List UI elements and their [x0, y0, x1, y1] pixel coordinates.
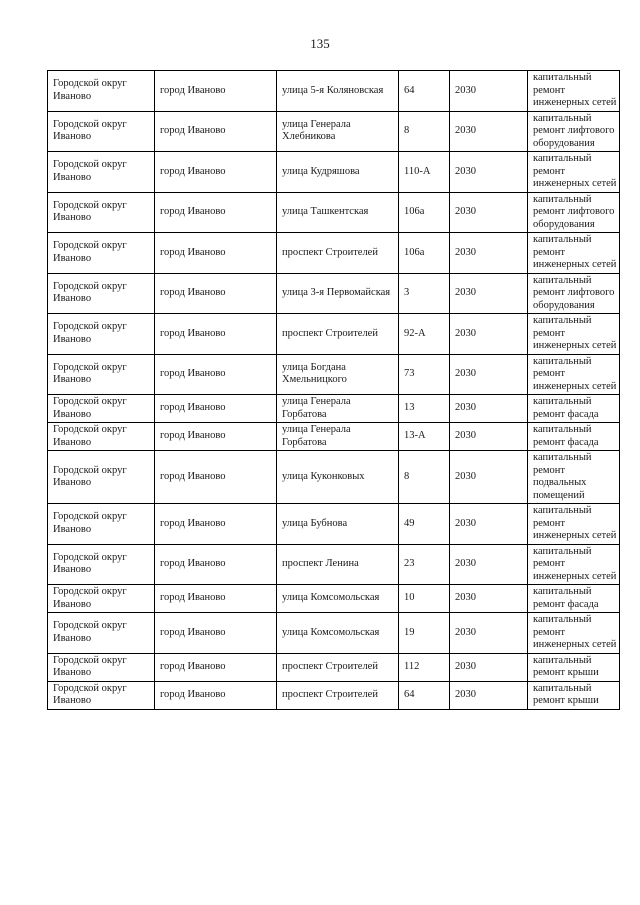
- cell-house-number: 106а: [399, 233, 450, 274]
- cell-house-number: 8: [399, 111, 450, 152]
- cell-district: Городской округ Иваново: [48, 423, 155, 451]
- table-row: [48, 71, 620, 112]
- cell-repair-type: капитальный ремонт лифтового оборудования: [528, 192, 620, 233]
- cell-district: Городской округ Иваново: [48, 273, 155, 314]
- cell-year: 2030: [450, 653, 528, 681]
- cell-year: 2030: [450, 451, 528, 504]
- table-body: [48, 71, 620, 710]
- cell-street: проспект Строителей: [277, 681, 399, 709]
- cell-house-number: 110-А: [399, 152, 450, 193]
- cell-city: город Иваново: [155, 451, 277, 504]
- repair-schedule-table: [47, 70, 620, 710]
- table-row: [48, 681, 620, 709]
- cell-street: улица Генерала Хлебникова: [277, 111, 399, 152]
- cell-city: город Иваново: [155, 395, 277, 423]
- cell-house-number: 49: [399, 504, 450, 545]
- cell-repair-type: капитальный ремонт инженерных сетей: [528, 544, 620, 585]
- cell-street: улица Комсомольская: [277, 585, 399, 613]
- cell-house-number: 64: [399, 71, 450, 112]
- cell-house-number: 106а: [399, 192, 450, 233]
- cell-district: Городской округ Иваново: [48, 395, 155, 423]
- cell-street: улица Генерала Горбатова: [277, 395, 399, 423]
- cell-street: улица Кудряшова: [277, 152, 399, 193]
- cell-repair-type: капитальный ремонт крыши: [528, 653, 620, 681]
- cell-street: улица Богдана Хмельницкого: [277, 354, 399, 395]
- cell-year: 2030: [450, 544, 528, 585]
- cell-repair-type: капитальный ремонт инженерных сетей: [528, 152, 620, 193]
- cell-year: 2030: [450, 613, 528, 654]
- cell-year: 2030: [450, 192, 528, 233]
- table-row: [48, 273, 620, 314]
- cell-district: Городской округ Иваново: [48, 192, 155, 233]
- cell-year: 2030: [450, 395, 528, 423]
- cell-year: 2030: [450, 585, 528, 613]
- cell-district: Городской округ Иваново: [48, 504, 155, 545]
- cell-repair-type: капитальный ремонт инженерных сетей: [528, 504, 620, 545]
- cell-street: улица 3-я Первомайская: [277, 273, 399, 314]
- cell-house-number: 3: [399, 273, 450, 314]
- table-row: [48, 314, 620, 355]
- cell-year: 2030: [450, 233, 528, 274]
- cell-street: улица Ташкентская: [277, 192, 399, 233]
- cell-city: город Иваново: [155, 423, 277, 451]
- cell-district: Городской округ Иваново: [48, 451, 155, 504]
- table-row: [48, 111, 620, 152]
- cell-street: проспект Строителей: [277, 653, 399, 681]
- cell-city: город Иваново: [155, 544, 277, 585]
- cell-repair-type: капитальный ремонт крыши: [528, 681, 620, 709]
- cell-district: Городской округ Иваново: [48, 314, 155, 355]
- cell-city: город Иваново: [155, 233, 277, 274]
- table-row: [48, 233, 620, 274]
- cell-street: проспект Ленина: [277, 544, 399, 585]
- cell-repair-type: капитальный ремонт лифтового оборудования: [528, 111, 620, 152]
- table-row: [48, 354, 620, 395]
- cell-city: город Иваново: [155, 111, 277, 152]
- cell-year: 2030: [450, 423, 528, 451]
- cell-city: город Иваново: [155, 681, 277, 709]
- cell-house-number: 8: [399, 451, 450, 504]
- cell-year: 2030: [450, 152, 528, 193]
- table-row: [48, 152, 620, 193]
- cell-repair-type: капитальный ремонт инженерных сетей: [528, 354, 620, 395]
- cell-district: Городской округ Иваново: [48, 71, 155, 112]
- cell-house-number: 92-А: [399, 314, 450, 355]
- table-row: [48, 395, 620, 423]
- cell-city: город Иваново: [155, 653, 277, 681]
- cell-district: Городской округ Иваново: [48, 653, 155, 681]
- cell-district: Городской округ Иваново: [48, 544, 155, 585]
- cell-year: 2030: [450, 314, 528, 355]
- cell-city: город Иваново: [155, 504, 277, 545]
- cell-year: 2030: [450, 354, 528, 395]
- table-row: [48, 192, 620, 233]
- table-row: [48, 585, 620, 613]
- cell-house-number: 23: [399, 544, 450, 585]
- cell-district: Городской округ Иваново: [48, 233, 155, 274]
- table-row: [48, 613, 620, 654]
- cell-year: 2030: [450, 71, 528, 112]
- cell-district: Городской округ Иваново: [48, 111, 155, 152]
- cell-year: 2030: [450, 273, 528, 314]
- cell-house-number: 19: [399, 613, 450, 654]
- cell-city: город Иваново: [155, 314, 277, 355]
- cell-street: улица Бубнова: [277, 504, 399, 545]
- cell-repair-type: капитальный ремонт инженерных сетей: [528, 314, 620, 355]
- cell-house-number: 112: [399, 653, 450, 681]
- cell-repair-type: капитальный ремонт подвальных помещений: [528, 451, 620, 504]
- table-row: [48, 504, 620, 545]
- cell-repair-type: капитальный ремонт фасада: [528, 423, 620, 451]
- cell-district: Городской округ Иваново: [48, 152, 155, 193]
- cell-house-number: 73: [399, 354, 450, 395]
- cell-street: улица 5-я Коляновская: [277, 71, 399, 112]
- cell-repair-type: капитальный ремонт инженерных сетей: [528, 71, 620, 112]
- cell-city: город Иваново: [155, 71, 277, 112]
- cell-district: Городской округ Иваново: [48, 681, 155, 709]
- cell-street: улица Генерала Горбатова: [277, 423, 399, 451]
- cell-repair-type: капитальный ремонт инженерных сетей: [528, 613, 620, 654]
- table-row: [48, 423, 620, 451]
- cell-street: проспект Строителей: [277, 314, 399, 355]
- cell-year: 2030: [450, 111, 528, 152]
- cell-city: город Иваново: [155, 354, 277, 395]
- cell-city: город Иваново: [155, 585, 277, 613]
- cell-city: город Иваново: [155, 192, 277, 233]
- cell-city: город Иваново: [155, 152, 277, 193]
- table-row: [48, 653, 620, 681]
- cell-house-number: 13: [399, 395, 450, 423]
- cell-district: Городской округ Иваново: [48, 613, 155, 654]
- cell-street: проспект Строителей: [277, 233, 399, 274]
- cell-year: 2030: [450, 681, 528, 709]
- cell-repair-type: капитальный ремонт фасада: [528, 395, 620, 423]
- cell-repair-type: капитальный ремонт инженерных сетей: [528, 233, 620, 274]
- cell-house-number: 64: [399, 681, 450, 709]
- cell-city: город Иваново: [155, 273, 277, 314]
- cell-city: город Иваново: [155, 613, 277, 654]
- table-row: [48, 544, 620, 585]
- cell-district: Городской округ Иваново: [48, 354, 155, 395]
- cell-repair-type: капитальный ремонт лифтового оборудования: [528, 273, 620, 314]
- cell-house-number: 13-А: [399, 423, 450, 451]
- cell-district: Городской округ Иваново: [48, 585, 155, 613]
- table-row: [48, 451, 620, 504]
- cell-repair-type: капитальный ремонт фасада: [528, 585, 620, 613]
- cell-house-number: 10: [399, 585, 450, 613]
- cell-street: улица Куконковых: [277, 451, 399, 504]
- page-number: 135: [310, 36, 330, 51]
- cell-street: улица Комсомольская: [277, 613, 399, 654]
- cell-year: 2030: [450, 504, 528, 545]
